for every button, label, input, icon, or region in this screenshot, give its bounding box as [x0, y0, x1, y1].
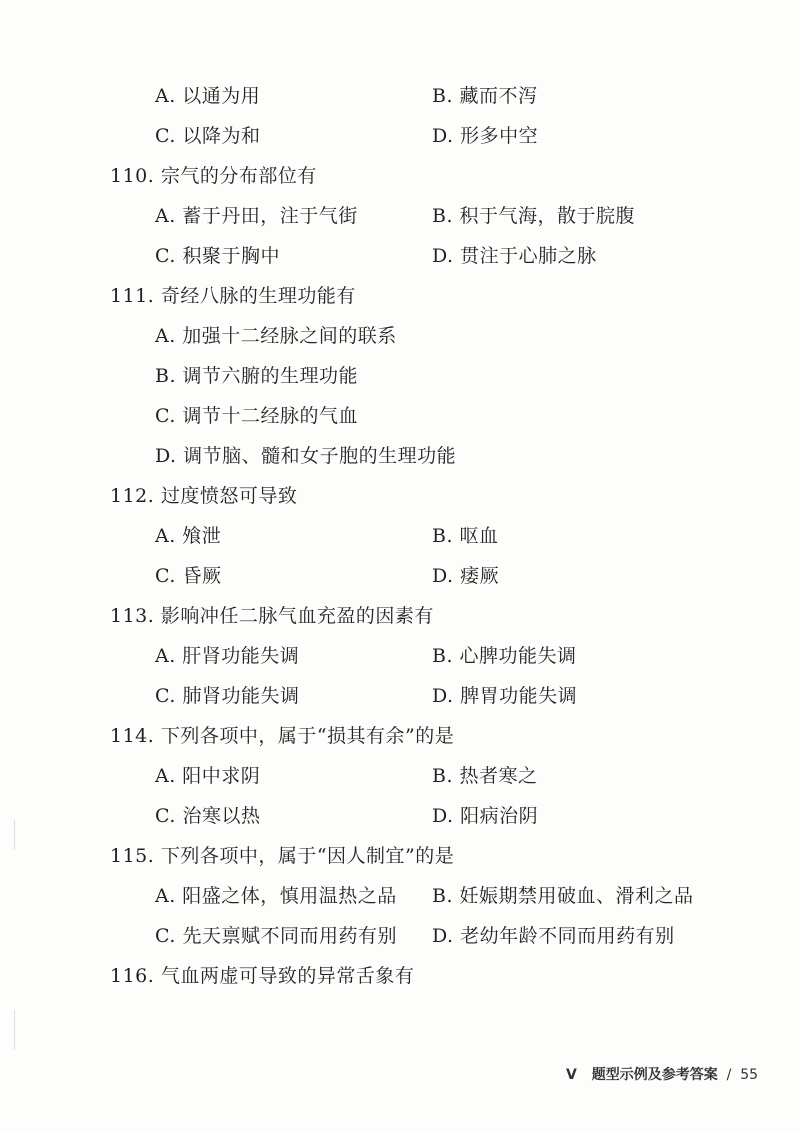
option-b-109: B. 藏而不泻: [432, 85, 538, 107]
option-b-115: B. 妊娠期禁用破血、滑利之品: [432, 885, 694, 907]
chapter-numeral: V: [566, 1067, 577, 1083]
option-c-114: C. 治寒以热: [155, 805, 261, 827]
question-110: 110. 宗气的分布部位有: [110, 165, 317, 187]
question-114: 114. 下列各项中，属于“损其有余”的是: [110, 725, 455, 747]
page-footer: [566, 1064, 758, 1084]
scan-edge-mark: [14, 820, 15, 850]
option-b-112: B. 呕血: [432, 525, 499, 547]
chapter-title: 题型示例及参考答案: [591, 1067, 718, 1083]
option-b-111: B. 调节六腑的生理功能: [155, 365, 359, 387]
option-d-109: D. 形多中空: [432, 125, 539, 147]
option-c-113: C. 肺肾功能失调: [155, 685, 300, 707]
question-111: 111. 奇经八脉的生理功能有: [110, 285, 356, 307]
option-a-113: A. 肝肾功能失调: [155, 645, 300, 667]
scan-edge-mark: [14, 1010, 15, 1050]
option-a-111: A. 加强十二经脉之间的联系: [155, 325, 397, 347]
question-113: 113. 影响冲任二脉气血充盈的因素有: [110, 605, 434, 627]
option-a-110: A. 蓄于丹田，注于气街: [155, 205, 358, 227]
option-d-111: D. 调节脑、髓和女子胞的生理功能: [155, 445, 457, 467]
option-b-113: B. 心脾功能失调: [432, 645, 577, 667]
option-c-111: C. 调节十二经脉的气血: [155, 405, 358, 427]
question-116: 116. 气血两虚可导致的异常舌象有: [110, 965, 415, 987]
option-d-110: D. 贯注于心肺之脉: [432, 245, 597, 267]
option-a-109: A. 以通为用: [155, 85, 261, 107]
option-c-115: C. 先天禀赋不同而用药有别: [155, 925, 397, 947]
option-c-109: C. 以降为和: [155, 125, 261, 147]
option-d-114: D. 阳病治阴: [432, 805, 539, 827]
option-a-114: A. 阳中求阴: [155, 765, 261, 787]
option-a-112: A. 飧泄: [155, 525, 222, 547]
option-c-112: C. 昏厥: [155, 565, 222, 587]
option-b-110: B. 积于气海，散于脘腹: [432, 205, 636, 227]
option-d-115: D. 老幼年龄不同而用药有别: [432, 925, 675, 947]
option-c-110: C. 积聚于胸中: [155, 245, 280, 267]
question-115: 115. 下列各项中，属于“因人制宜”的是: [110, 845, 455, 867]
option-a-115: A. 阳盛之体，慎用温热之品: [155, 885, 397, 907]
footer-separator: /: [726, 1067, 732, 1083]
question-112: 112. 过度愤怒可导致: [110, 485, 298, 507]
option-d-112: D. 痿厥: [432, 565, 500, 587]
option-b-114: B. 热者寒之: [432, 765, 538, 787]
option-d-113: D. 脾胃功能失调: [432, 685, 578, 707]
page-number: 55: [740, 1067, 759, 1083]
